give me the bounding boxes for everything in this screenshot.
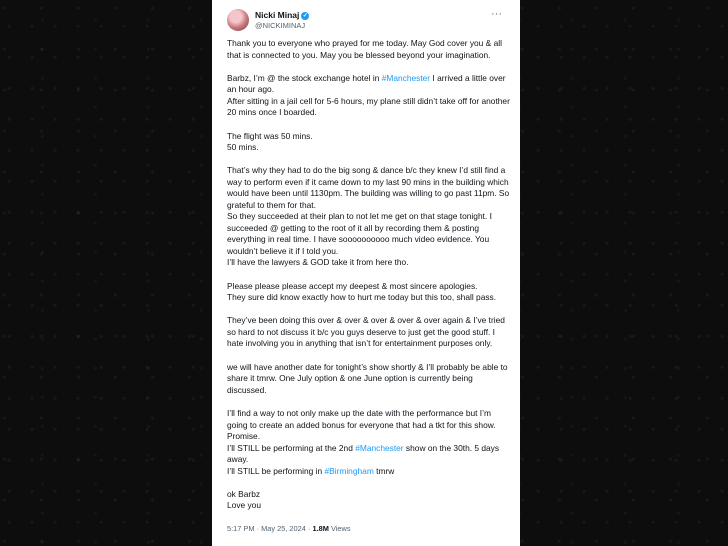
tweet-text-segment: Barbz, I’m @ the stock exchange hotel in [227,72,382,83]
tweet-card [212,0,520,546]
views-count: 1.8M [312,524,329,533]
hashtag-manchester-link[interactable]: #Manchester [381,72,431,83]
tweet-text-segment: I’ll STILL be performing at the 2nd [227,442,356,453]
tweet-header [212,0,520,36]
tweet-paragraph: Please please please accept my deepest & most sincere apologies. [227,280,478,291]
more-options-icon[interactable]: ··· [491,8,502,20]
tweet-paragraph: ok Barbz [227,488,261,499]
tweet-timestamp[interactable]: 5:17 PM · May 25, 2024 · [227,524,313,533]
tweet-paragraph: we will have another date for tonight’s show shortly & I’ll probably be able to share it tmrw. One July option & one June option is currently being discussed. [227,361,508,395]
tweet-paragraph [227,466,512,478]
tweet-text [227,38,512,512]
tweet-paragraph [227,443,512,466]
tweet-text-segment: I arrived a little over an hour ago. [227,72,506,95]
author-handle[interactable]: @NICKIMINAJ [255,21,306,30]
tweet-paragraph: After sitting in a jail cell for 5-6 hours, my plane still didn’t take off for another 20 mins once I boarded. [227,95,510,118]
tweet-text-segment: show on the 30th. 5 days away. [227,442,500,465]
avatar[interactable] [227,9,249,31]
author-name[interactable] [255,10,309,20]
author-name-text[interactable]: Nicki Minaj [255,10,300,20]
tweet-text-segment: tmrw [373,465,395,476]
tweet-paragraph: I’ll have the lawyers & GOD take it from here tho. [227,257,409,268]
tweet-paragraph: Love you [227,500,261,511]
tweet-paragraph: So they succeeded at their plan to not let me get on that stage tonight. I succeeded @ getting to the root of it all by recording them & posting everything in real time. I have soooooooooo much video evidence. You wouldn’t believe it if I told you. [227,211,492,256]
tweet-paragraph [227,73,512,96]
views-label: Views [328,524,351,533]
tweet-paragraph: Thank you to everyone who prayed for me today. May God cover you & all that is connected to you. May you be blessed beyond your imagination. [227,38,502,60]
tweet-paragraph: They sure did know exactly how to hurt me today but this too, shall pass. [227,292,497,303]
hashtag-manchester-link[interactable]: #Manchester [355,442,404,453]
tweet-paragraph: That’s why they had to do the big song & dance b/c they knew I’d still find a way to perform even if it came down to my last 90 mins in the building which would have been until 1130pm. The building was willing to go past 11pm. So grateful to them for that. [227,165,510,210]
hashtag-birmingham-link[interactable]: #Birmingham [324,465,374,476]
tweet-paragraph: They’ve been doing this over & over & over & over & over again & I’ve tried so hard to not discuss it b/c you guys deserve to just get the good stuff. I hate involving you in anything that isn’t for entertainment purposes only. [227,315,505,349]
tweet-paragraph: The flight was 50 mins. [227,130,313,141]
tweet-meta [227,524,351,533]
verified-badge-icon: ✓ [302,13,308,19]
tweet-text-segment: I’ll STILL be performing in [227,465,325,476]
tweet-paragraph: 50 mins. [227,142,259,153]
tweet-paragraph: I’ll find a way to not only make up the date with the performance but I’m going to create an added bonus for everyone that had a tkt for this show. Promise. [227,408,496,442]
